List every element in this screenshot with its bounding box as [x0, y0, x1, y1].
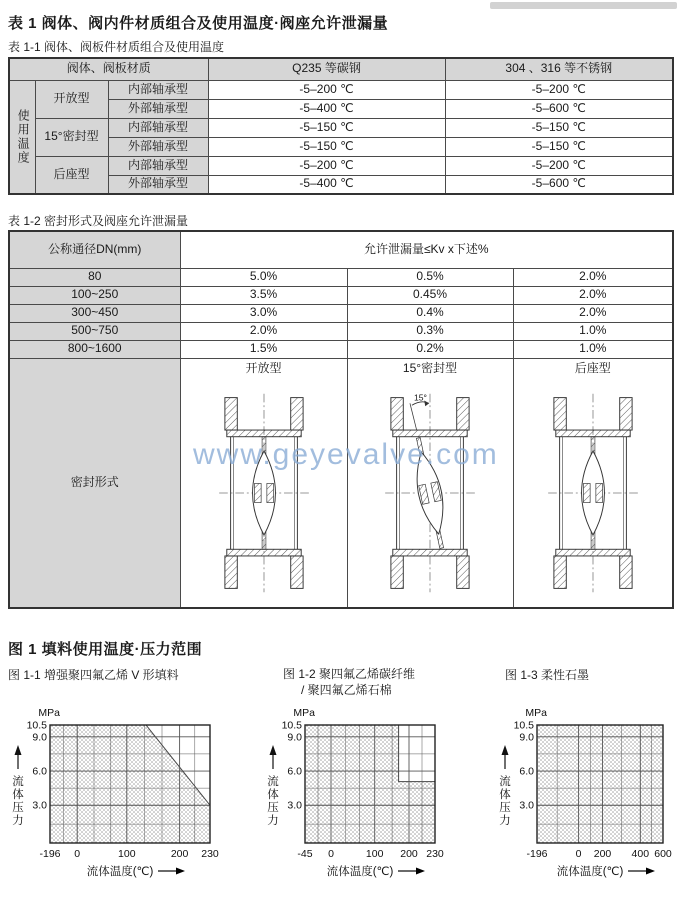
x-axis-label: 流体温度(℃): [556, 866, 624, 878]
leak-cell: 1.5%: [180, 340, 347, 358]
valve-diagram-backseat-type: [531, 382, 655, 604]
table-row: [9, 340, 673, 358]
x-axis-label: 流体温度(℃): [326, 866, 394, 878]
bearing-cell: 内部轴承型: [108, 118, 208, 137]
temp-cell: -5–400 ℃: [208, 99, 445, 118]
table-row: [9, 156, 673, 175]
angle-annotation: [410, 392, 429, 430]
top-right-bar: [490, 2, 677, 9]
y-axis-label: 体: [267, 789, 279, 801]
temp-cell: -5–200 ℃: [208, 80, 445, 99]
chart-ptfe-v-packing: [5, 703, 235, 895]
temp-cell: -5–600 ℃: [445, 175, 673, 194]
x-tick-label: 0: [575, 848, 582, 860]
temp-cell: -5–400 ℃: [208, 175, 445, 194]
table-header-row: [9, 231, 673, 268]
valve-cell-open: [180, 358, 347, 608]
y-axis-label: 压: [12, 802, 24, 814]
type-cell: 后座型: [35, 156, 108, 194]
x-axis-arrow: [176, 868, 185, 875]
temp-cell: -5–200 ℃: [445, 156, 673, 175]
y-tick-label: 10.5: [513, 719, 534, 732]
y-axis-arrow: [15, 745, 22, 755]
x-axis-label: 流体温度(℃): [86, 866, 154, 878]
watermark: www.geyevalve.com: [193, 438, 499, 471]
table-header-row: [9, 58, 673, 80]
x-tick-label: 200: [400, 848, 418, 860]
seal-row-label: 密封形式: [9, 358, 180, 608]
y-tick-label: 10.5: [26, 719, 47, 732]
table-leakage: [8, 230, 674, 609]
header-stainless-steel: 304 、316 等不锈钢: [445, 58, 673, 80]
table2-caption: 表 1-2 密封形式及阀座允许泄漏量: [8, 214, 189, 228]
valve-type-label: 开放型: [245, 360, 282, 375]
temp-cell: -5–600 ℃: [445, 99, 673, 118]
valve-disc: [581, 436, 604, 549]
dn-cell: 300~450: [9, 304, 180, 322]
header-carbon-steel: Q235 等碳钢: [208, 58, 445, 80]
header-dn: 公称通径DN(mm): [9, 231, 180, 268]
y-axis-label: 力: [267, 815, 279, 827]
x-tick-label: -196: [526, 848, 548, 860]
y-tick-label: 10.5: [281, 719, 302, 732]
x-tick-label: 200: [593, 848, 612, 860]
leak-cell: 0.45%: [347, 286, 513, 304]
page-title: 表 1 阀体、阀内件材质组合及使用温度·阀座允许泄漏量: [8, 15, 389, 32]
y-tick-label: 9.0: [287, 731, 302, 744]
x-tick-label: 200: [170, 848, 189, 860]
temp-cell: -5–200 ℃: [445, 80, 673, 99]
valve-diagram-open-type: [202, 382, 326, 604]
valve-diagram-15deg-type: [368, 382, 492, 604]
side-label: 使用温度: [16, 108, 31, 165]
dn-cell: 80: [9, 268, 180, 286]
leak-cell: 2.0%: [513, 304, 673, 322]
x-tick-label: 0: [328, 848, 334, 860]
y-tick-label: 6.0: [519, 765, 534, 778]
temp-cell: -5–150 ℃: [445, 118, 673, 137]
bearing-cell: 外部轴承型: [108, 99, 208, 118]
table1-caption: 表 1-1 阀体、阀板件材质组合及使用温度: [8, 40, 225, 54]
header-material: 阀体、阀板材质: [9, 58, 208, 80]
y-tick-label: 6.0: [287, 765, 302, 778]
y-tick-label: 3.0: [287, 799, 302, 812]
temp-cell: -5–150 ℃: [208, 118, 445, 137]
usable-region: [305, 725, 435, 843]
leak-cell: 0.3%: [347, 322, 513, 340]
figure1-2-caption-line2: / 聚四氟乙烯石棉: [301, 683, 392, 698]
table-row: [9, 80, 673, 99]
leak-cell: 3.5%: [180, 286, 347, 304]
dn-cell: 800~1600: [9, 340, 180, 358]
y-axis-label: 体: [12, 789, 24, 801]
valve-cell-backseat: [513, 358, 673, 608]
table-row: [9, 137, 673, 156]
y-axis-label: 压: [499, 802, 511, 814]
dn-cell: 500~750: [9, 322, 180, 340]
x-tick-label: 230: [426, 848, 444, 860]
y-tick-label: 9.0: [32, 731, 47, 744]
header-leakage: 允许泄漏量≤Kv x下述%: [180, 231, 673, 268]
chart-ptfe-carbon-fiber: [260, 703, 470, 895]
y-tick-label: 6.0: [32, 765, 47, 778]
table-row: [9, 286, 673, 304]
table-row: [9, 268, 673, 286]
unit-label: MPa: [38, 707, 60, 719]
y-axis-label: 流: [267, 776, 279, 788]
leak-cell: 0.4%: [347, 304, 513, 322]
x-tick-label: 100: [365, 848, 384, 860]
valve-type-label: 后座型: [574, 360, 611, 375]
side-label-cell: [9, 80, 35, 194]
y-axis-label: 压: [267, 802, 279, 814]
x-tick-label: 0: [74, 848, 81, 860]
figure1-2-caption-line1: 图 1-2 聚四氟乙烯碳纤维: [283, 667, 416, 681]
table-row: [9, 322, 673, 340]
valve-cell-seal15: [347, 358, 513, 608]
table-materials-temperature: [8, 57, 674, 195]
table-row: [9, 304, 673, 322]
leak-cell: 0.2%: [347, 340, 513, 358]
figure1-2-caption: [283, 666, 463, 698]
leak-cell: 2.0%: [513, 268, 673, 286]
x-tick-label: 400: [631, 848, 650, 860]
x-tick-label: 600: [654, 848, 672, 860]
chart-flexible-graphite: [492, 703, 680, 895]
y-tick-label: 3.0: [519, 799, 534, 812]
seal-type-row: [9, 358, 673, 608]
y-axis-arrow: [502, 745, 509, 755]
leak-cell: 2.0%: [180, 322, 347, 340]
temp-cell: -5–150 ℃: [445, 137, 673, 156]
dn-cell: 100~250: [9, 286, 180, 304]
unit-label: MPa: [293, 707, 315, 719]
type-cell: 15°密封型: [35, 118, 108, 156]
figure1-3-caption: 图 1-3 柔性石墨: [505, 668, 590, 682]
unit-label: MPa: [525, 707, 547, 719]
x-axis-arrow: [646, 868, 655, 875]
x-tick-label: 230: [201, 848, 219, 860]
table-row: [9, 99, 673, 118]
leak-cell: 2.0%: [513, 286, 673, 304]
y-tick-label: 9.0: [519, 731, 534, 744]
bearing-cell: 内部轴承型: [108, 156, 208, 175]
type-cell: 开放型: [35, 80, 108, 118]
y-axis-arrow: [270, 745, 277, 755]
y-axis-label: 流: [499, 776, 511, 788]
leak-cell: 1.0%: [513, 340, 673, 358]
y-axis-label: 力: [12, 815, 24, 827]
x-axis-arrow: [416, 868, 425, 875]
y-axis-label: 流: [12, 776, 24, 788]
y-tick-label: 3.0: [32, 799, 47, 812]
bearing-cell: 外部轴承型: [108, 137, 208, 156]
x-tick-label: 100: [118, 848, 136, 860]
leak-cell: 3.0%: [180, 304, 347, 322]
y-axis-label: 体: [499, 789, 511, 801]
x-tick-label: -196: [39, 848, 61, 860]
y-axis-label: 力: [499, 815, 511, 827]
leak-cell: 5.0%: [180, 268, 347, 286]
figure-heading: 图 1 填料使用温度·压力范围: [8, 641, 203, 658]
table-row: [9, 118, 673, 137]
bearing-cell: 内部轴承型: [108, 80, 208, 99]
bearing-cell: 外部轴承型: [108, 175, 208, 194]
figure1-1-caption: 图 1-1 增强聚四氟乙烯 V 形填料: [8, 668, 179, 682]
leak-cell: 0.5%: [347, 268, 513, 286]
angle-label: 15°: [413, 391, 427, 402]
x-tick-label: -45: [297, 848, 313, 860]
usable-region: [537, 725, 663, 843]
temp-cell: -5–150 ℃: [208, 137, 445, 156]
temp-cell: -5–200 ℃: [208, 156, 445, 175]
usable-region: [50, 725, 210, 843]
leak-cell: 1.0%: [513, 322, 673, 340]
valve-type-label: 15°密封型: [402, 360, 458, 375]
table-row: [9, 175, 673, 194]
